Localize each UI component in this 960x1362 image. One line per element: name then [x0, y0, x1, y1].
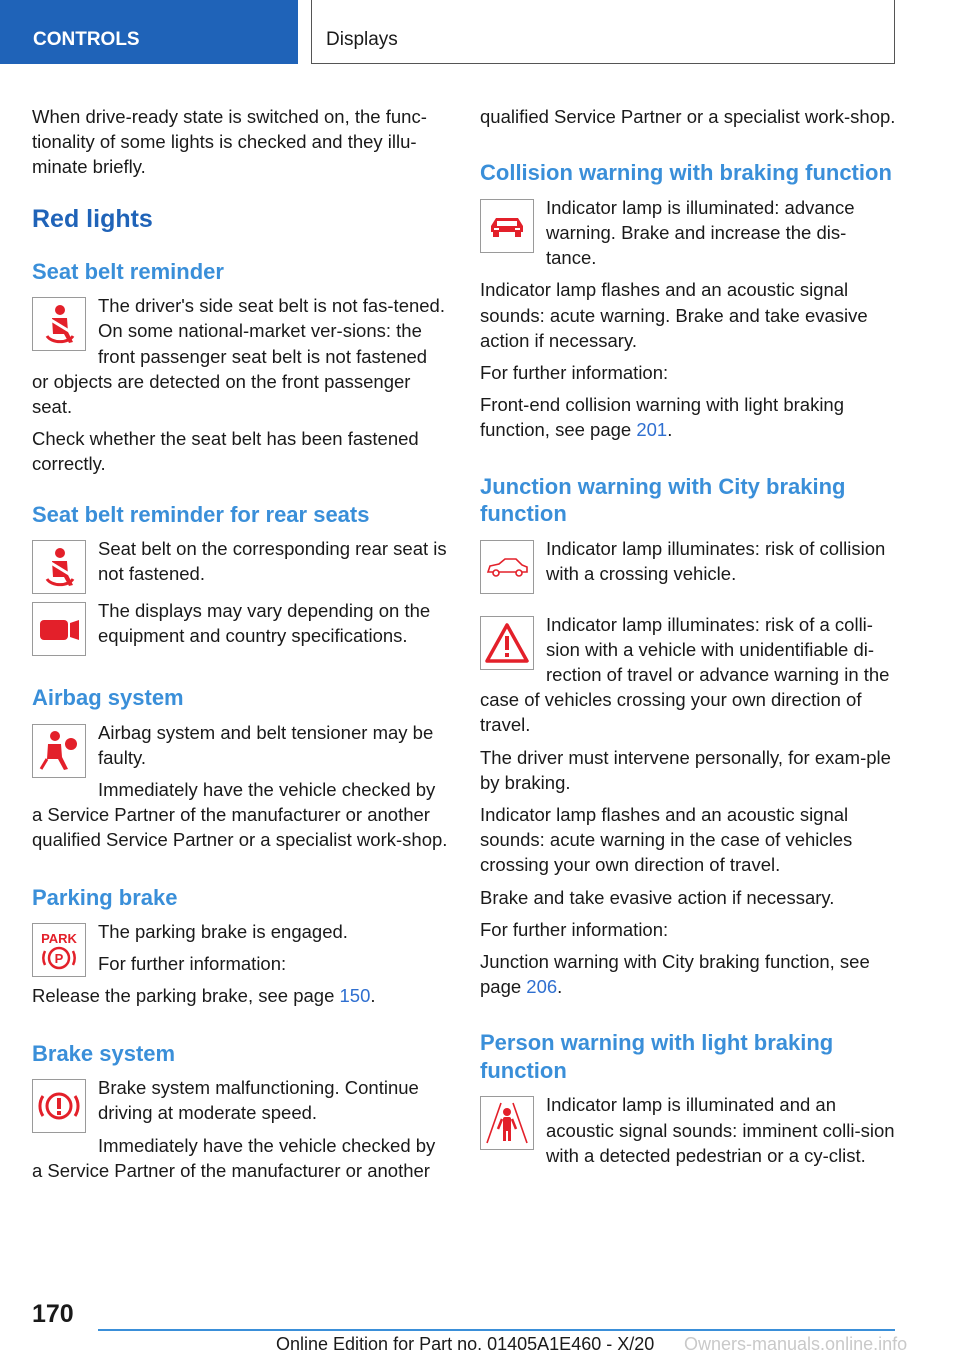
collision-text-1: Indicator lamp is illuminated: advance warning. Brake and increase the dis-tance. — [546, 196, 855, 269]
junction-text-7: Junction warning with City braking function, see page 206. — [480, 950, 870, 998]
airbag-block — [32, 720, 448, 860]
airbag-heading: Airbag system — [32, 685, 184, 711]
left-column — [32, 104, 448, 1190]
seat-belt-heading: Seat belt reminder — [32, 258, 224, 284]
junction-text-5: Brake and take evasive action if necessary. — [480, 886, 835, 908]
page-link-201[interactable]: 201 — [636, 419, 668, 441]
seat-belt-rear-display-block — [32, 598, 448, 660]
parking-brake-block — [32, 919, 448, 1016]
warning-triangle-icon — [480, 616, 534, 670]
person-warning-heading: Person warning with light braking function — [480, 1030, 834, 1083]
continued-paragraph: qualified Service Partner or a specialist work-shop. — [480, 106, 896, 127]
header-chapter-title: Displays — [311, 0, 895, 64]
seat-belt-rear-block — [32, 536, 448, 598]
svg-text:P: P — [54, 951, 64, 967]
seat-belt-block — [32, 293, 448, 426]
parking-brake-text-1: The parking brake is engaged. — [98, 921, 348, 943]
collision-text-4: Front-end collision warning with light braking function, see page 201. — [480, 394, 845, 441]
page-link-150[interactable]: 150 — [339, 985, 371, 1007]
parking-brake-heading: Parking brake — [32, 884, 178, 910]
person-text-1: Indicator lamp is illuminated and an acoustic signal sounds: imminent colli-sion with a detected pedestrian or a cy-clist. — [546, 1094, 895, 1166]
right-column — [480, 104, 896, 1175]
rear-seat-belt-icon — [32, 540, 86, 594]
junction-text-3: The driver must intervene personally, for exam-ple by braking. — [480, 746, 891, 793]
junction-text-2: Indicator lamp illuminates: risk of a colli-sion with a vehicle with unidentifiable di-rection of travel or advance warning in the case of vehicles crossing your own direction of travel. — [480, 613, 890, 736]
seat-belt-text-2: Check whether the seat belt has been fastened correctly. — [32, 428, 419, 475]
collision-block — [480, 195, 896, 278]
header-section-tab: CONTROLS — [0, 0, 298, 64]
pedestrian-icon — [480, 1096, 534, 1150]
brake-system-block — [32, 1075, 448, 1190]
junction-block-2 — [480, 612, 896, 745]
rear-seat-display-icon — [32, 602, 86, 656]
brake-warning-icon — [32, 1079, 86, 1133]
junction-text-4: Indicator lamp flashes and an acoustic signal sounds: acute warning in the case of vehicles crossing your own direction of travel. — [480, 803, 853, 876]
brake-system-text-1: Brake system malfunctioning. Continue driving at moderate speed. — [98, 1077, 419, 1124]
car-collision-icon — [480, 199, 534, 253]
airbag-text-1: Airbag system and belt tensioner may be faulty. — [98, 721, 434, 768]
page-number: 170 — [32, 1300, 74, 1328]
watermark: Owners-manuals.online.info — [684, 1334, 908, 1354]
park-brake-icon — [32, 923, 86, 977]
seat-belt-rear-text-2: The displays may vary depending on the equipment and country specifications. — [98, 600, 431, 647]
junction-block-1 — [480, 536, 896, 598]
seat-belt-icon — [32, 297, 86, 351]
brake-system-text-2: Immediately have the vehicle checked by a Service Partner of the manufacturer or another — [32, 1134, 436, 1181]
svg-text:PARK: PARK — [41, 931, 77, 947]
junction-text-1: Indicator lamp illuminates: risk of collision with a crossing vehicle. — [546, 537, 886, 584]
footer-edition: Online Edition for Part no. 01405A1E460 - X/20 — [276, 1334, 655, 1354]
seat-belt-text-1: The driver's side seat belt is not fas-tened. On some national-market ver-sions: the front passenger seat belt is not fastened or objects are detected on the front passenger seat. — [32, 295, 445, 417]
footer-rule — [98, 1329, 895, 1331]
airbag-text-2: Immediately have the vehicle checked by a Service Partner of the manufacturer or another qualified Service Partner or a specialist work-shop. — [32, 778, 448, 851]
parking-brake-text-3: Release the parking brake, see page 150. — [32, 985, 376, 1007]
collision-text-3: For further information: — [480, 361, 669, 383]
parking-brake-text-2: For further information: — [98, 953, 287, 975]
page-link-206[interactable]: 206 — [526, 976, 558, 998]
intro-paragraph: When drive-ready state is switched on, the func-tionality of some lights is checked and they illu-minate briefly. — [32, 106, 427, 178]
junction-warning-heading: Junction warning with City braking function — [480, 473, 846, 527]
collision-text-2: Indicator lamp flashes and an acoustic signal sounds: acute warning. Brake and take evasive action if necessary. — [480, 279, 868, 351]
person-block — [480, 1092, 896, 1175]
seat-belt-rear-text-1: Seat belt on the corresponding rear seat is not fastened. — [98, 538, 447, 585]
junction-text-6: For further information: — [480, 918, 669, 940]
side-car-icon — [480, 540, 534, 594]
brake-system-heading: Brake system — [32, 1040, 176, 1066]
red-lights-heading: Red lights — [32, 204, 153, 233]
airbag-icon — [32, 724, 86, 778]
collision-warning-heading: Collision warning with braking function — [480, 160, 892, 186]
seat-belt-rear-heading: Seat belt reminder for rear seats — [32, 501, 370, 527]
